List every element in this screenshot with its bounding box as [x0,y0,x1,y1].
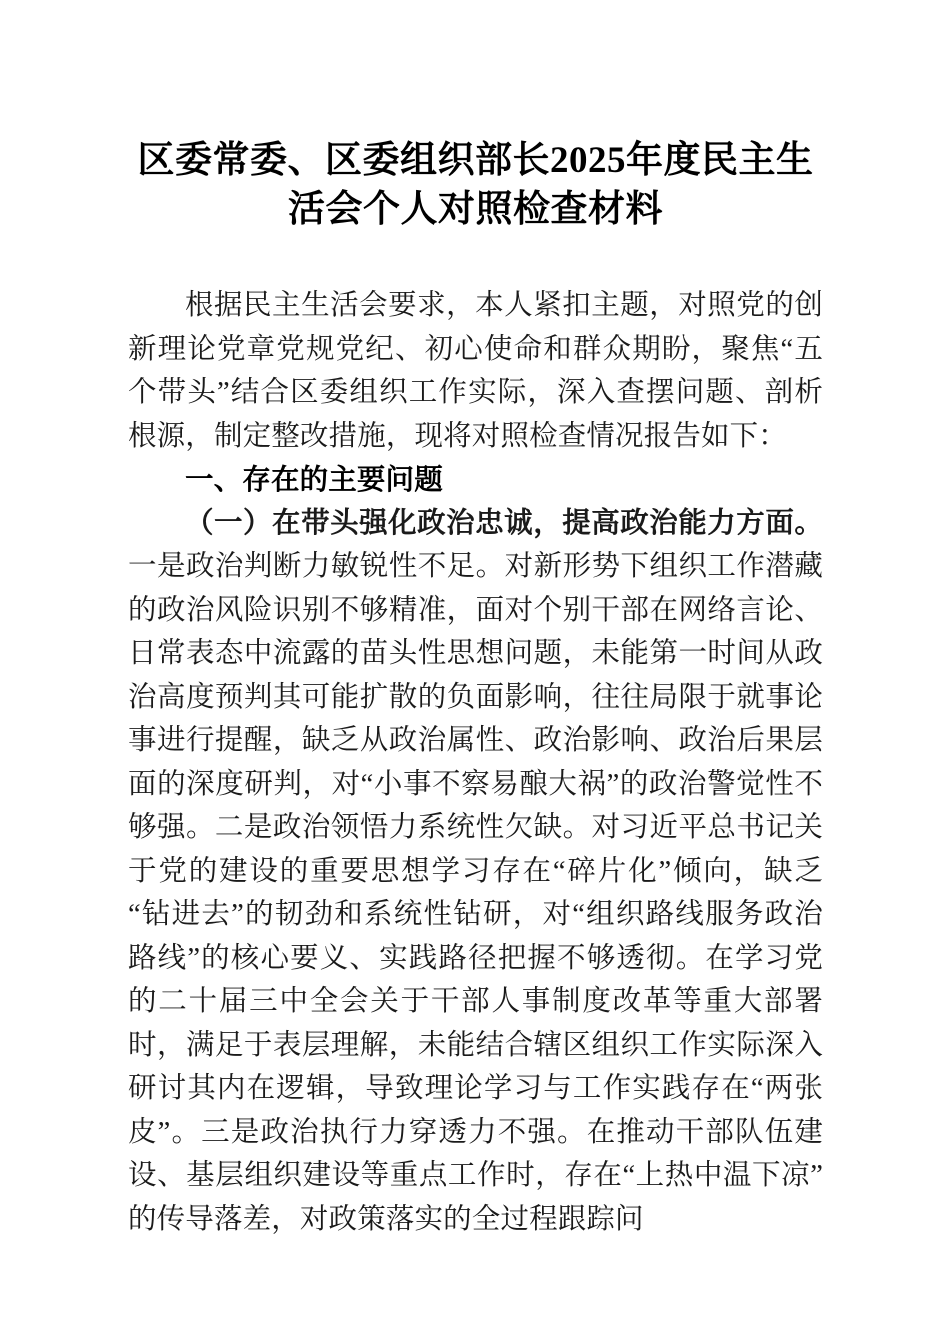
document-body [128,136,823,1241]
title-spacer [128,234,823,284]
section-heading-main-problems: 一、存在的主要问题 [185,463,443,496]
subsection-one-paragraph [128,502,823,1242]
intro-paragraph: 根据民主生活会要求，本人紧扣主题，对照党的创新理论党章党规党纪、初心使命和群众期盼，聚焦“五个带头”结合区委组织工作实际，深入查摆问题、剖析根源，制定整改措施，现将对照检查情况报告如下： [128,290,823,452]
subsection-one-lead: （一）在带头强化政治忠诚，提高政治能力方面。 [185,507,823,539]
page-title: 区委常委、区委组织部长2025年度民主生活会个人对照检查材料 [137,140,814,230]
subsection-one-body: 一是政治判断力敏锐性不足。对新形势下组织工作潜藏的政治风险识别不够精准，面对个别干部在网络言论、日常表态中流露的苗头性思想问题，未能第一时间从政治高度预判其可能扩散的负面影响，往往局限于就事论事进行提醒，缺乏从政治属性、政治影响、政治后果层面的深度研判，对“小事不察易酿大祸”的政治警觉性不够强。二是政治领悟力系统性欠缺。对习近平总书记关于党的建设的重要思想学习存在“碎片化”倾向，缺乏“钻进去”的韧劲和系统性钻研，对“组织路线服务政治路线”的核心要义、实践路径把握不够透彻。在学习党的二十届三中全会关于干部人事制度改革等重大部署时，满足于表层理解，未能结合辖区组织工作实际深入研讨其内在逻辑，导致理论学习与工作实践存在“两张皮”。三是政治执行力穿透力不强。在推动干部队伍建设、基层组织建设等重点工作时，存在“上热中温下凉”的传导落差，对政策落实的全过程跟踪问 [128,551,823,1235]
